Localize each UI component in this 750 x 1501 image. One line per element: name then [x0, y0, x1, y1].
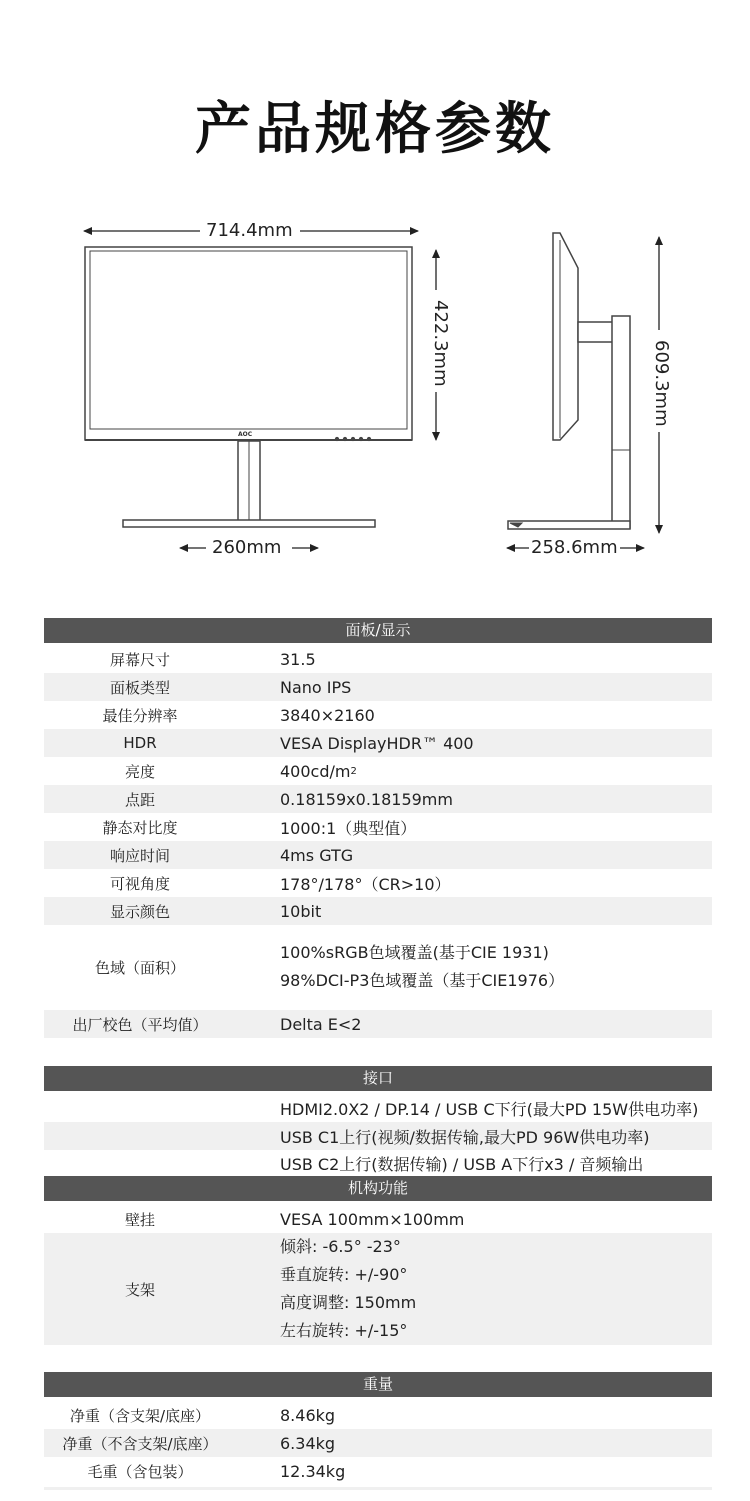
table-bottom-rule [44, 1487, 712, 1490]
spec-value: 0.18159x0.18159mm [280, 789, 453, 809]
spec-row [44, 869, 712, 897]
page-title: 产品规格参数 [195, 97, 555, 162]
spec-row [44, 785, 712, 813]
spec-row [44, 813, 712, 841]
spec-value: VESA 100mm×100mm [280, 1209, 465, 1229]
spec-row [44, 673, 712, 701]
spec-row-stand [44, 1233, 712, 1345]
spec-label: 毛重（含包装） [87, 1462, 193, 1481]
front-height-label: 422.3mm [430, 300, 451, 387]
spec-label: 色域（面积） [94, 958, 185, 977]
stand-line: 倾斜: -6.5° -23° [280, 1237, 401, 1256]
gamut-line: 100%sRGB色域覆盖(基于CIE 1931) [280, 943, 549, 962]
base-width-label: 260mm [212, 537, 282, 558]
spec-row [44, 729, 712, 757]
spec-value: Nano IPS [280, 677, 352, 697]
bezel-logo: AOC [238, 431, 253, 438]
spec-row [44, 841, 712, 869]
spec-row [44, 645, 712, 673]
spec-label: HDR [123, 734, 157, 752]
section-header-weight: 重量 [44, 1372, 712, 1397]
spec-value: 6.34kg [280, 1433, 336, 1453]
spec-value: 1000:1（典型值） [280, 818, 417, 838]
port-line: USB C2上行(数据传输) / USB A下行x3 / 音频输出 [280, 1154, 644, 1174]
stand-line: 垂直旋转: +/-90° [280, 1265, 408, 1284]
spec-label: 支架 [124, 1280, 155, 1299]
section-header-panel: 面板/显示 [44, 618, 712, 643]
spec-label: 净重（不含支架/底座） [62, 1434, 218, 1453]
spec-row [44, 701, 712, 729]
spec-label: 响应时间 [109, 846, 170, 865]
spec-row [44, 1401, 712, 1429]
spec-label: 壁挂 [124, 1210, 155, 1229]
spec-row [44, 897, 712, 925]
port-line: USB C1上行(视频/数据传输,最大PD 96W供电功率) [280, 1127, 650, 1147]
side-view [508, 233, 630, 529]
side-depth-label: 258.6mm [531, 537, 618, 558]
stand-line: 高度调整: 150mm [280, 1293, 417, 1312]
port-line: HDMI2.0X2 / DP.14 / USB C下行(最大PD 15W供电功率) [280, 1099, 699, 1119]
spec-label: 可视角度 [109, 874, 170, 893]
spec-value: 3840×2160 [280, 705, 375, 725]
front-width-label: 714.4mm [206, 220, 293, 241]
spec-value: VESA DisplayHDR™ 400 [280, 733, 474, 753]
spec-value [280, 1233, 416, 1345]
spec-row [44, 1094, 712, 1122]
spec-row [44, 757, 712, 785]
stand-line: 左右旋转: +/-15° [280, 1321, 408, 1340]
spec-value: 8.46kg [280, 1405, 336, 1425]
spec-label: 亮度 [124, 762, 155, 781]
brightness-unit-superscript: 2 [350, 765, 357, 777]
section-header-ports: 接口 [44, 1066, 712, 1091]
spec-row [44, 1010, 712, 1038]
spec-label: 出厂校色（平均值） [72, 1015, 208, 1034]
spec-label: 净重（含支架/底座） [69, 1406, 211, 1425]
spec-label: 面板类型 [109, 678, 170, 697]
spec-label: 显示颜色 [109, 902, 170, 921]
spec-value: Delta E<2 [280, 1014, 362, 1034]
spec-row-gamut [44, 925, 712, 1009]
spec-row [44, 1429, 712, 1457]
gamut-line: 98%DCI-P3色域覆盖（基于CIE1976） [280, 971, 565, 990]
spec-row [44, 1457, 712, 1485]
brightness-value: 400cd/m [280, 761, 351, 781]
monitor-diagram [0, 0, 750, 580]
spec-value [280, 757, 357, 785]
spec-row [44, 1150, 712, 1176]
spec-label: 屏幕尺寸 [109, 650, 170, 669]
spec-row [44, 1122, 712, 1150]
section-header-mechanical: 机构功能 [44, 1176, 712, 1201]
spec-value: 12.34kg [280, 1461, 346, 1481]
spec-value: 4ms GTG [280, 845, 354, 865]
spec-value: 31.5 [280, 649, 316, 669]
spec-value: 178°/178°（CR>10） [280, 874, 451, 894]
spec-row [44, 1205, 712, 1233]
spec-value [280, 925, 564, 1009]
side-height-label: 609.3mm [651, 340, 672, 427]
spec-label: 点距 [124, 790, 155, 809]
spec-value: 10bit [280, 901, 322, 921]
spec-label: 静态对比度 [102, 818, 178, 837]
spec-label: 最佳分辨率 [102, 706, 178, 725]
front-view [85, 247, 412, 527]
